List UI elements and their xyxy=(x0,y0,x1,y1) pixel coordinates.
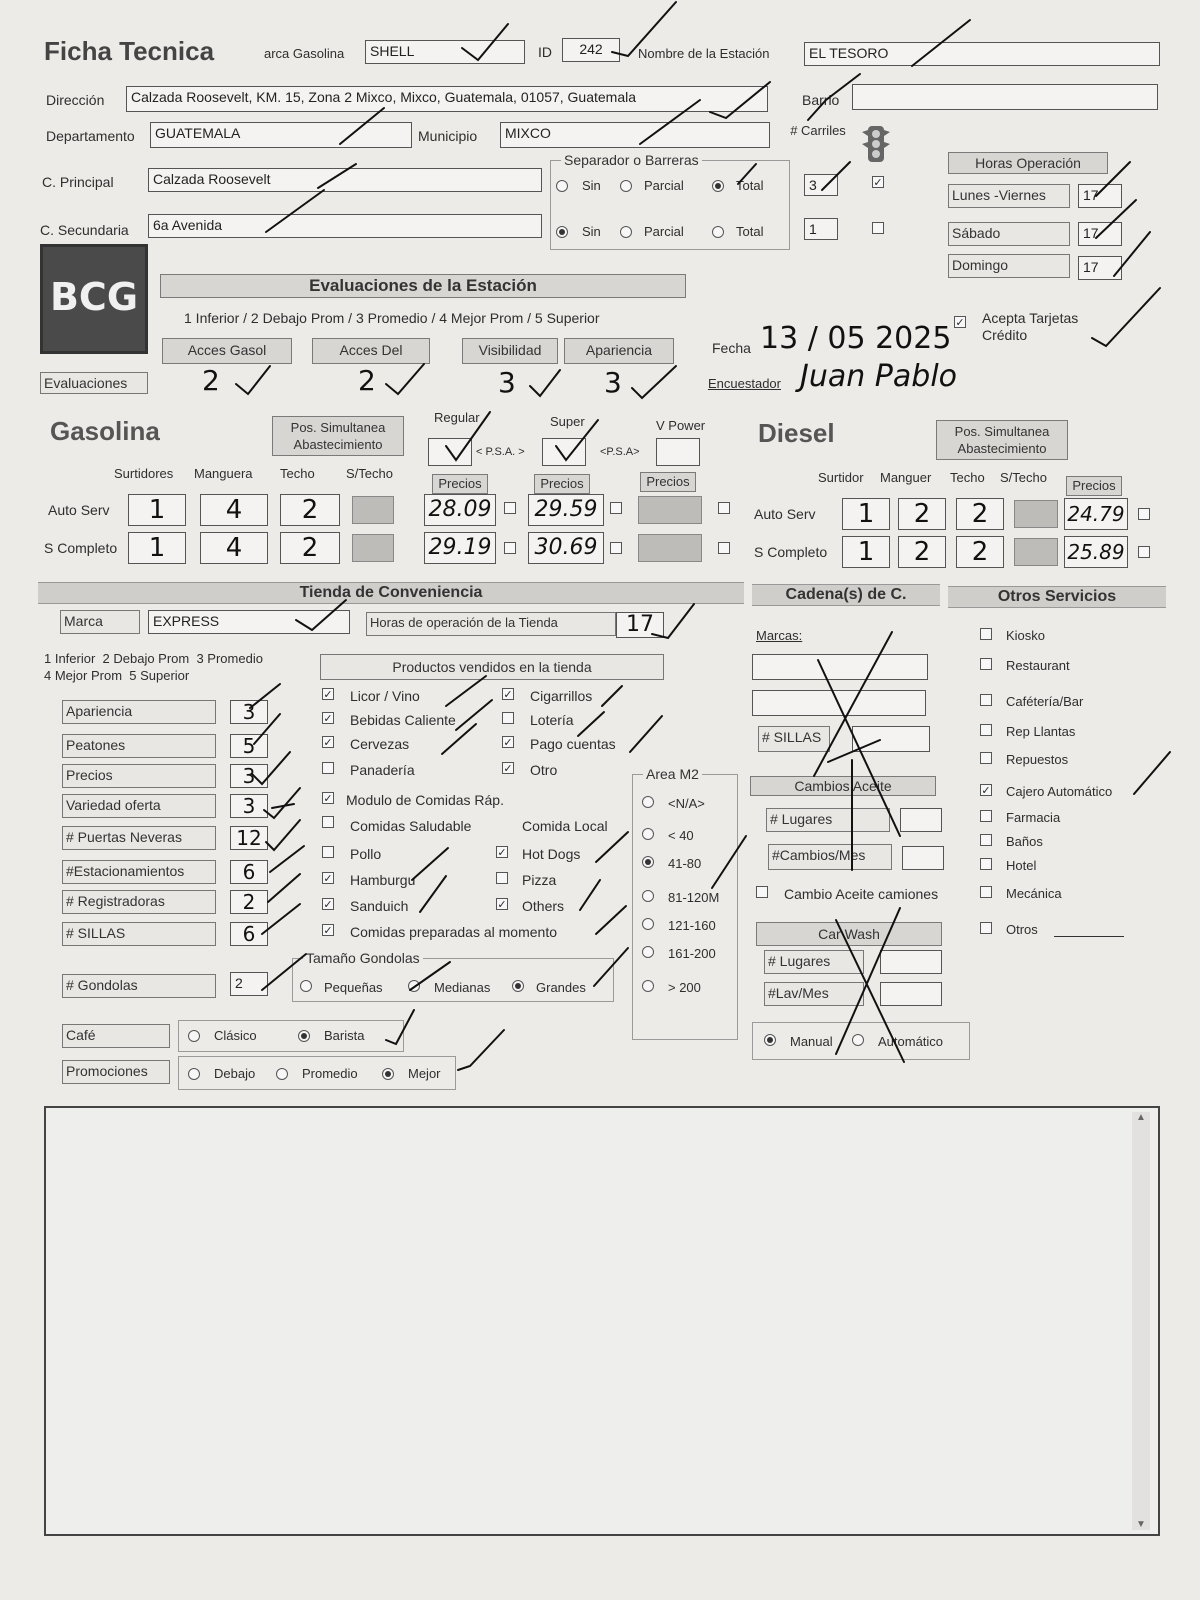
check-mark-medianas xyxy=(410,962,450,990)
check-mark-rating-1 xyxy=(250,684,280,708)
c-secundaria-field[interactable]: 6a Avenida xyxy=(148,214,542,238)
gas-row-0-super-price[interactable]: 29.59 xyxy=(528,494,604,526)
check-mark-hamburgu xyxy=(412,848,448,880)
barrio-label: Barrio xyxy=(802,92,840,108)
eval-col-0-label: Acces Gasol xyxy=(162,338,292,364)
check-mark-area xyxy=(712,836,746,888)
cadena-sillas-label: # SILLAS xyxy=(758,726,830,752)
municipio-field[interactable]: MIXCO xyxy=(500,122,770,148)
gas-row-0-regular-price[interactable]: 28.09 xyxy=(424,494,496,526)
acepta-tarjetas-checkbox[interactable]: ✓ xyxy=(955,317,965,329)
rating-2-label: Precios xyxy=(62,764,216,788)
producto-right-2-label: Pago cuentas xyxy=(530,736,616,752)
producto-left-3-label: Panadería xyxy=(350,762,415,778)
comida-left-0-label: Pollo xyxy=(350,846,382,862)
carwash-automatico-label: Automático xyxy=(878,1034,944,1049)
comida-left-2-checkbox[interactable]: ✓ xyxy=(323,899,333,911)
area-opt-4-label: 121-160 xyxy=(668,918,716,933)
producto-left-2-checkbox[interactable]: ✓ xyxy=(323,737,333,749)
cambios-mes-label: #Cambios/Mes xyxy=(768,844,892,870)
rating-6-label: # Registradoras xyxy=(62,890,216,914)
car-wash-title: Car Wash xyxy=(756,922,942,946)
otros-servicios-title: Otros Servicios xyxy=(948,586,1166,608)
diesel-pos-simultaneas: Pos. Simultanea Abastecimiento xyxy=(936,420,1068,460)
check-mark-promo xyxy=(458,1030,504,1070)
area-opt-3-label: 81-120M xyxy=(668,890,720,905)
check-mark-rating-5 xyxy=(266,820,300,850)
gas-row-1-regular-price[interactable]: 29.19 xyxy=(424,532,496,564)
otros-item-5-checkbox[interactable]: ✓ xyxy=(981,785,991,797)
nombre-estacion-field[interactable]: EL TESORO xyxy=(804,42,1160,66)
check-mark-cafe xyxy=(386,1010,414,1044)
carwash-manual-label: Manual xyxy=(790,1034,833,1049)
promociones-label: Promociones xyxy=(62,1060,170,1084)
diesel-col-surtidor: Surtidor xyxy=(818,470,864,485)
comida-right-1-label: Pizza xyxy=(522,872,557,888)
check-mark-cigarrillos xyxy=(602,686,622,706)
check-mark-hotdogs xyxy=(596,832,628,862)
tienda-scale: 1 Inferior 2 Debajo Prom 3 Promedio 4 Mejor Prom 5 Superior xyxy=(44,651,263,683)
municipio-label: Municipio xyxy=(418,128,478,144)
check-mark-tienda-horas xyxy=(652,604,694,638)
horas-operacion-title: Horas Operación xyxy=(948,152,1108,174)
gas-row-1-surtidores[interactable]: 1 xyxy=(128,532,186,564)
eval-col-3-label: Apariencia xyxy=(564,338,674,364)
check-mark-others xyxy=(580,880,600,910)
rating-5-value: 6 xyxy=(242,860,256,884)
separador-r2-parcial-label: Parcial xyxy=(644,224,684,239)
gas-row-0-surtidores[interactable]: 1 xyxy=(128,494,186,526)
eval-col-2-label: Visibilidad xyxy=(462,338,558,364)
super-label: Super xyxy=(550,414,585,429)
otros-item-6-label: Farmacia xyxy=(1006,810,1061,825)
otros-item-9-label: Mecánica xyxy=(1006,886,1062,901)
check-mark-carriles xyxy=(822,162,850,190)
tienda-horas-field[interactable]: 17 xyxy=(616,612,664,638)
id-label: ID xyxy=(538,44,552,60)
check-mark-rating-7 xyxy=(268,874,300,902)
check-mark-regular xyxy=(446,412,490,460)
c-secundaria-label: C. Secundaria xyxy=(40,222,129,238)
diesel-row-1-surtidor[interactable]: 1 xyxy=(842,536,890,568)
comida-left-2-label: Sanduich xyxy=(350,898,409,914)
gas-row-0-label: Auto Serv xyxy=(48,502,110,518)
otros-item-10-label: Otros xyxy=(1006,922,1038,937)
semaforo-row1-checkbox[interactable]: ✓ xyxy=(873,177,883,189)
cross-mark-carwash xyxy=(836,908,904,1062)
fecha-label: Fecha xyxy=(712,340,751,356)
check-mark-rating-3 xyxy=(252,752,290,784)
check-mark-rating-4 xyxy=(264,788,300,818)
check-mark-tarjetas xyxy=(1092,288,1160,346)
comidas-saludable-label: Comidas Saludable xyxy=(350,818,472,834)
marca-field[interactable]: SHELL xyxy=(365,40,525,64)
evaluaciones-title: Evaluaciones de la Estación xyxy=(160,274,686,298)
area-opt-1-label: < 40 xyxy=(668,828,694,843)
departamento-label: Departamento xyxy=(46,128,135,144)
precios-regular-label: Precios xyxy=(432,474,488,494)
producto-left-2-label: Cervezas xyxy=(350,736,410,752)
cadena-title: Cadena(s) de C. xyxy=(752,584,940,606)
check-mark-eval-1 xyxy=(236,366,270,394)
producto-right-3-label: Otro xyxy=(530,762,558,778)
carriles-row1-field[interactable]: 3 xyxy=(804,174,838,196)
area-opt-2-label: 41-80 xyxy=(668,856,702,871)
cross-mark-cadena xyxy=(814,632,900,836)
cafe-clasico-label: Clásico xyxy=(214,1028,257,1043)
gas-row-0-manguera[interactable]: 4 xyxy=(200,494,268,526)
check-mark-direccion xyxy=(710,82,770,118)
eval-col-1-value[interactable]: 2 xyxy=(358,364,376,397)
tienda-horas-label: Horas de operación de la Tienda xyxy=(366,612,616,636)
horas-row-1-field[interactable]: 17 xyxy=(1078,222,1122,246)
cambios-aceite-title: Cambios Aceite xyxy=(750,776,936,796)
check-mark-horas-lv xyxy=(1096,162,1130,196)
diesel-col-techo: Techo xyxy=(950,470,985,485)
check-mark-municipio xyxy=(640,100,700,144)
check-mark-separador xyxy=(738,164,756,184)
check-mark-loteria xyxy=(578,712,604,736)
comida-right-0-label: Hot Dogs xyxy=(522,846,581,862)
diesel-col-manguer: Manguer xyxy=(880,470,932,485)
c-principal-label: C. Principal xyxy=(42,174,114,190)
area-opt-5-label: 161-200 xyxy=(668,946,716,961)
evaluaciones-row-label: Evaluaciones xyxy=(40,372,148,394)
horas-row-0-field[interactable]: 17 xyxy=(1078,184,1122,208)
promo-mejor-label: Mejor xyxy=(408,1066,441,1081)
producto-left-0-checkbox[interactable]: ✓ xyxy=(323,689,333,701)
diesel-precios-label: Precios xyxy=(1066,476,1122,496)
comidas-preparadas-label: Comidas preparadas al momento xyxy=(350,924,557,940)
carwash-lugares-label: # Lugares xyxy=(764,950,864,974)
comida-right-0-checkbox[interactable]: ✓ xyxy=(497,847,507,859)
diesel-row-1-techo[interactable]: 2 xyxy=(956,536,1004,568)
gondolas-label: # Gondolas xyxy=(62,974,216,998)
check-mark-c-principal xyxy=(318,164,356,188)
cambios-lugares-label: # Lugares xyxy=(766,808,890,832)
check-mark-super xyxy=(556,420,598,460)
check-mark-eval-3 xyxy=(530,370,560,396)
gas-row-1-super-price[interactable]: 30.69 xyxy=(528,532,604,564)
gasolina-pos-simultaneas: Pos. Simultanea Abastecimiento xyxy=(272,416,404,456)
gasolina-title: Gasolina xyxy=(50,416,160,446)
gondolas-field[interactable]: 2 xyxy=(230,972,268,996)
separador-r2-sin-label: Sin xyxy=(582,224,601,239)
otros-item-5-label: Cajero Automático xyxy=(1006,784,1113,799)
psa-label-super: <P.S.A> xyxy=(600,446,640,458)
check-mark-departamento xyxy=(340,108,384,144)
rating-5-label: #Estacionamientos xyxy=(62,860,216,884)
regular-label: Regular xyxy=(434,410,480,425)
producto-left-1-checkbox[interactable]: ✓ xyxy=(323,713,333,725)
otros-item-2-label: Cafétería/Bar xyxy=(1006,694,1084,709)
logo-text: BCG xyxy=(49,275,139,319)
nombre-estacion-label: Nombre de la Estación xyxy=(638,46,770,61)
diesel-row-0-price[interactable]: 24.79 xyxy=(1064,498,1128,530)
gondola-grandes-label: Grandes xyxy=(536,980,586,995)
eval-col-1-label: Acces Del xyxy=(312,338,430,364)
c-principal-field[interactable]: Calzada Roosevelt xyxy=(148,168,542,192)
check-mark-rating-8 xyxy=(262,904,300,934)
direccion-label: Dirección xyxy=(46,92,105,108)
cambio-camiones-label: Cambio Aceite camiones xyxy=(784,886,939,902)
diesel-row-0-label: Auto Serv xyxy=(754,506,816,522)
page-title: Ficha Tecnica xyxy=(44,36,215,66)
carwash-lav-mes-label: #Lav/Mes xyxy=(764,982,864,1006)
gas-row-1-techo[interactable]: 2 xyxy=(280,532,340,564)
comidas-preparadas-checkbox[interactable]: ✓ xyxy=(323,925,333,937)
modulo-comidas-checkbox[interactable]: ✓ xyxy=(323,793,333,805)
promo-debajo-label: Debajo xyxy=(214,1066,256,1081)
producto-right-2-checkbox[interactable]: ✓ xyxy=(503,737,513,749)
rating-4-label: # Puertas Neveras xyxy=(62,826,216,850)
comida-right-2-checkbox[interactable]: ✓ xyxy=(497,899,507,911)
scroll-down-arrow-icon[interactable]: ▼ xyxy=(1136,1519,1146,1530)
carriles-label: # Carriles xyxy=(790,123,846,138)
producto-right-0-label: Cigarrillos xyxy=(530,688,593,704)
fecha-value[interactable]: 13 / 05 2025 xyxy=(760,321,952,356)
gondolas-size-title: Tamaño Gondolas xyxy=(303,950,423,966)
check-mark-horas-sab xyxy=(1096,200,1136,238)
check-mark-pago xyxy=(630,716,662,752)
diesel-row-1-manguer[interactable]: 2 xyxy=(898,536,946,568)
separador-r2-total-label: Total xyxy=(736,224,764,239)
rating-6-value: 2 xyxy=(242,890,256,914)
rating-2-value: 3 xyxy=(242,764,256,788)
encuestador-value[interactable]: Juan Pablo xyxy=(800,359,958,394)
marca-label: arca Gasolina xyxy=(264,46,345,61)
check-mark-tienda-marca xyxy=(296,600,346,630)
scroll-up-arrow-icon[interactable]: ▲ xyxy=(1136,1112,1146,1123)
area-opt-0-label: <N/A> xyxy=(668,796,705,811)
horas-row-1-label: Sábado xyxy=(948,222,1070,246)
area-opt-6-label: > 200 xyxy=(668,980,701,995)
cafe-barista-label: Barista xyxy=(324,1028,365,1043)
gas-row-1-label: S Completo xyxy=(44,540,118,556)
check-mark-sanduich xyxy=(420,876,446,912)
check-mark-preparadas xyxy=(596,906,626,934)
promo-promedio-label: Promedio xyxy=(302,1066,358,1081)
col-techo: Techo xyxy=(280,466,315,481)
comida-right-2-label: Others xyxy=(522,898,565,914)
diesel-col-stecho: S/Techo xyxy=(1000,470,1047,485)
cross-mark-cambios xyxy=(828,740,880,870)
rating-7-value: 6 xyxy=(242,922,256,946)
acepta-tarjetas-label: Acepta Tarjetas Crédito xyxy=(982,310,1079,343)
separador-r1-sin-label: Sin xyxy=(582,178,601,193)
gas-row-1-manguera[interactable]: 4 xyxy=(200,532,268,564)
otros-item-8-label: Hotel xyxy=(1006,858,1037,873)
horas-row-2-field[interactable]: 17 xyxy=(1078,256,1122,280)
diesel-row-0-surtidor[interactable]: 1 xyxy=(842,498,890,530)
otros-item-1-label: Restaurant xyxy=(1006,658,1070,673)
check-mark-nombre xyxy=(912,20,970,66)
precios-vpower-label: Precios xyxy=(640,472,696,492)
psa-label-regular: < P.S.A. > xyxy=(476,446,525,458)
eval-col-3-value[interactable]: 3 xyxy=(604,366,622,399)
departamento-field[interactable]: GUATEMALA xyxy=(150,122,412,148)
marcas-label: Marcas: xyxy=(756,628,803,643)
producto-right-3-checkbox[interactable]: ✓ xyxy=(503,763,513,775)
col-surtidores: Surtidores xyxy=(114,466,174,481)
check-mark-cajero xyxy=(1134,752,1170,794)
gondola-medianas-label: Medianas xyxy=(434,980,491,995)
modulo-comidas-label: Modulo de Comidas Ráp. xyxy=(346,792,504,808)
eval-col-0-value[interactable]: 2 xyxy=(202,364,220,397)
comida-left-1-checkbox[interactable]: ✓ xyxy=(323,873,333,885)
check-mark-c-secundaria xyxy=(266,190,324,232)
check-mark-horas-dom xyxy=(1114,232,1150,276)
col-stecho: S/Techo xyxy=(346,466,393,481)
comida-left-1-label: Hamburgu xyxy=(350,872,416,888)
carriles-row2-field[interactable]: 1 xyxy=(804,218,838,240)
check-mark-id xyxy=(612,2,676,56)
area-m2-title: Area M2 xyxy=(643,766,702,782)
otros-item-4-label: Repuestos xyxy=(1006,752,1069,767)
direccion-field[interactable]: Calzada Roosevelt, KM. 15, Zona 2 Mixco, Mixco, Guatemala, 01057, Guatemala xyxy=(126,86,768,112)
rating-3-label: Variedad oferta xyxy=(62,794,216,818)
separador-r1-total-label: Total xyxy=(736,178,764,193)
rating-0-value: 3 xyxy=(242,700,256,724)
diesel-row-0-manguer[interactable]: 2 xyxy=(898,498,946,530)
diesel-row-0-techo[interactable]: 2 xyxy=(956,498,1004,530)
rating-1-label: Peatones xyxy=(62,734,216,758)
col-manguera: Manguera xyxy=(194,466,253,481)
diesel-row-1-price[interactable]: 25.89 xyxy=(1064,536,1128,568)
rating-0-label: Apariencia xyxy=(62,700,216,724)
id-field[interactable]: 242 xyxy=(562,38,620,62)
evaluaciones-scale: 1 Inferior / 2 Debajo Prom / 3 Promedio / 4 Mejor Prom / 5 Superior xyxy=(184,310,600,326)
rating-3-value: 3 xyxy=(242,794,256,818)
check-mark-eval-2 xyxy=(386,364,424,394)
productos-title: Productos vendidos en la tienda xyxy=(320,654,664,680)
check-mark-rating-2 xyxy=(254,714,280,744)
comida-local-label: Comida Local xyxy=(522,818,608,834)
gas-row-0-techo[interactable]: 2 xyxy=(280,494,340,526)
check-mark-licor xyxy=(446,676,486,706)
tienda-marca-field[interactable]: EXPRESS xyxy=(148,610,350,634)
vpower-label: V Power xyxy=(656,418,706,433)
check-mark-barrio xyxy=(808,74,860,120)
otros-item-3-label: Rep Llantas xyxy=(1006,724,1076,739)
tienda-title: Tienda de Conveniencia xyxy=(38,582,744,604)
rating-1-value: 5 xyxy=(242,734,256,758)
rating-4-value: 12 xyxy=(236,826,262,850)
gondola-pequenas-label: Pequeñas xyxy=(324,980,383,995)
otros-item-0-label: Kiosko xyxy=(1006,628,1046,643)
rating-7-label: # SILLAS xyxy=(62,922,216,946)
producto-left-0-label: Licor / Vino xyxy=(350,688,420,704)
producto-right-1-label: Lotería xyxy=(530,712,574,728)
check-mark-gondolas xyxy=(262,954,306,990)
otros-item-7-label: Baños xyxy=(1006,834,1043,849)
producto-right-0-checkbox[interactable]: ✓ xyxy=(503,689,513,701)
encuestador-label: Encuestador xyxy=(708,376,781,391)
horas-row-2-label: Domingo xyxy=(948,254,1070,278)
diesel-title: Diesel xyxy=(758,418,835,448)
precios-super-label: Precios xyxy=(534,474,590,494)
separador-title: Separador o Barreras xyxy=(561,152,702,168)
horas-row-0-label: Lunes -Viernes xyxy=(948,184,1070,208)
eval-col-2-value[interactable]: 3 xyxy=(498,366,516,399)
check-mark-eval-4 xyxy=(632,366,676,398)
tienda-marca-label: Marca xyxy=(60,610,140,634)
check-mark-marca xyxy=(462,24,508,60)
diesel-row-1-label: S Completo xyxy=(754,544,828,560)
check-mark-grandes xyxy=(594,948,628,986)
separador-r1-parcial-label: Parcial xyxy=(644,178,684,193)
cafe-label: Café xyxy=(62,1024,170,1048)
producto-left-1-label: Bebidas Caliente xyxy=(350,712,456,728)
